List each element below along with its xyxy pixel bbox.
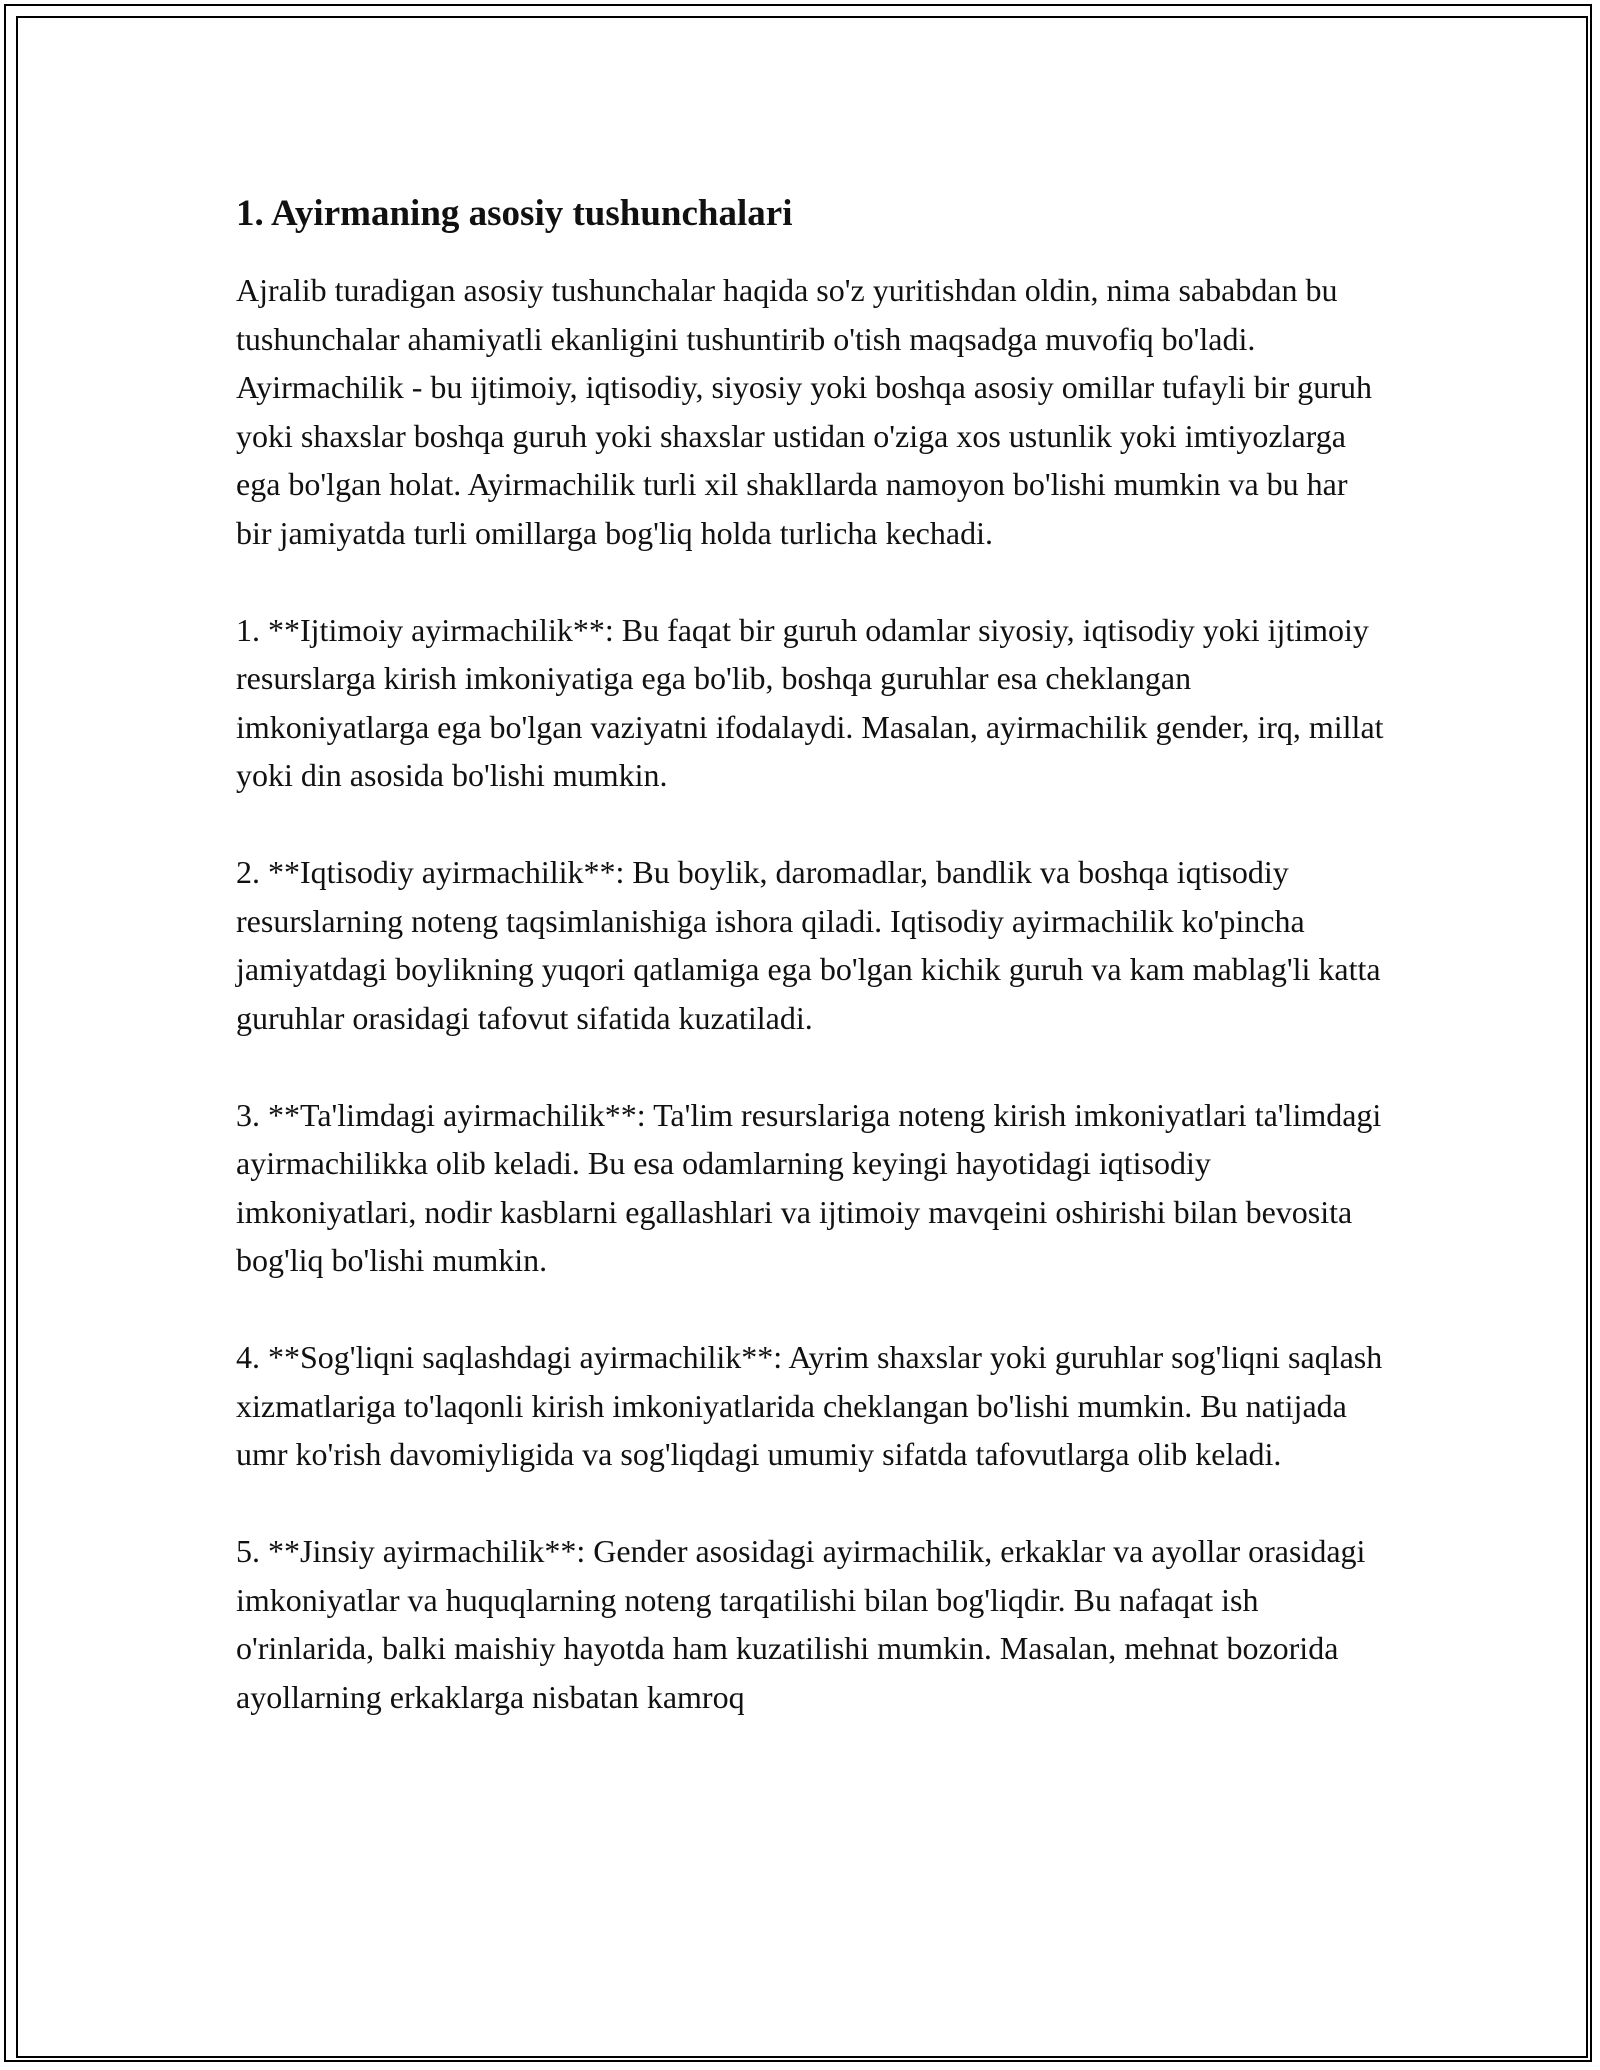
paragraph-education: 3. **Ta'limdagi ayirmachilik**: Ta'lim resurslariga noteng kirish imkoniyatlari ta'limdagi ayirmachilikka olib keladi. Bu esa odamlarning keyingi hayotidagi iqtisodiy imkoniyatlari, nodir kasblarni egallashlari va ijtimoiy mavqeini oshirishi bilan bevosita bog'liq bo'lishi mumkin. xyxy=(236,1096,1382,1278)
paragraph-gender: 5. **Jinsiy ayirmachilik**: Gender asosidagi ayirmachilik, erkaklar va ayollar orasidagi imkoniyatlar va huquqlarning noteng tarqatilishi bilan bog'liqdir. Bu nafaqat ish o'rinlarida, balki maishiy hayotda ham kuzatilishi mumkin. Masalan, mehnat bozorida ayollarning erkaklarga nisbatan kamroq xyxy=(236,1533,1366,1715)
paragraph-economic: 2. **Iqtisodiy ayirmachilik**: Bu boylik, daromadlar, bandlik va boshqa iqtisodiy resurslarning noteng taqsimlanishiga ishora qiladi. Iqtisodiy ayirmachilik ko'pincha jamiyatdagi boylikning yuqori qatlamiga ega bo'lgan kichik guruh va kam mablag'li katta guruhlar orasidagi tafovut sifatida kuzatiladi. xyxy=(236,854,1381,1036)
document-body xyxy=(236,186,1386,1770)
paragraph-intro: Ajralib turadigan asosiy tushunchalar haqida so'z yuritishdan oldin, nima sababdan bu tushunchalar ahamiyatli ekanligini tushuntirib o'tish maqsadga muvofiq bo'ladi. Ayirmachilik - bu ijtimoiy, iqtisodiy, siyosiy yoki boshqa asosiy omillar tufayli bir guruh yoki shaxslar boshqa guruh yoki shaxslar ustidan o'ziga xos ustunlik yoki imtiyozlarga ega bo'lgan holat. Ayirmachilik turli xil shakllarda namoyon bo'lishi mumkin va bu har bir jamiyatda turli omillarga bog'liq holda turlicha kechadi. xyxy=(236,272,1372,551)
paragraph-social: 1. **Ijtimoiy ayirmachilik**: Bu faqat bir guruh odamlar siyosiy, iqtisodiy yoki ijtimoiy resurslarga kirish imkoniyatiga ega bo'lib, boshqa guruhlar esa cheklangan imkoniyatlarga ega bo'lgan vaziyatni ifodalaydi. Masalan, ayirmachilik gender, irq, millat yoki din asosida bo'lishi mumkin. xyxy=(236,611,1384,793)
document-title: 1. Ayirmaning asosiy tushunchalari xyxy=(236,193,793,234)
paragraph-health: 4. **Sog'liqni saqlashdagi ayirmachilik**: Ayrim shaxslar yoki guruhlar sog'liqni saqlash xizmatlariga to'laqonli kirish imkoniyatlarida cheklangan bo'lishi mumkin. Bu natijada umr ko'rish davomiyligida va sog'liqdagi umumiy sifatda tafovutlarga olib keladi. xyxy=(236,1339,1383,1472)
